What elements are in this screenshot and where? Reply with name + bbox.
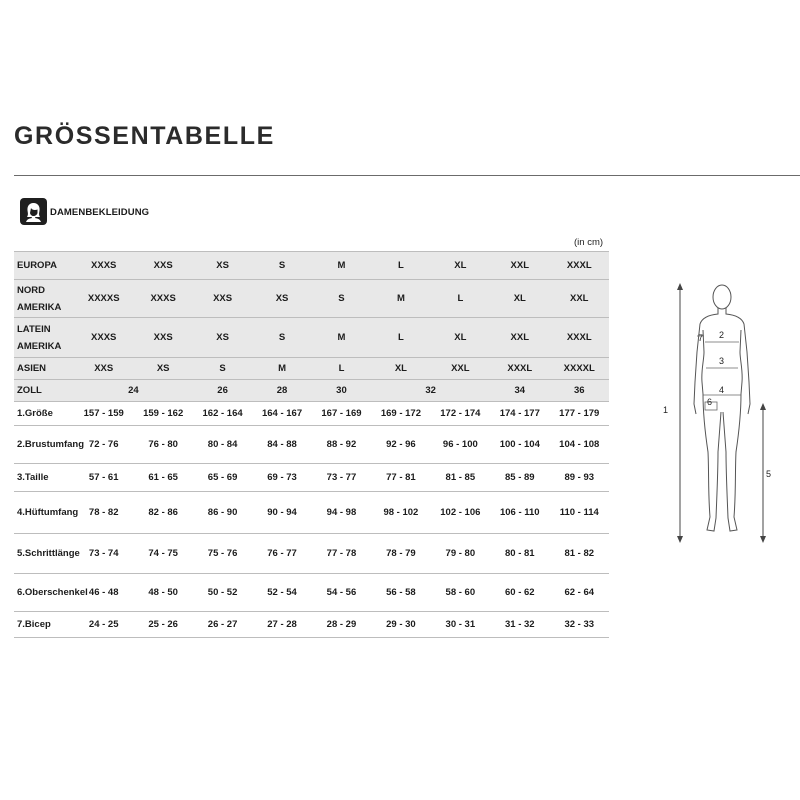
table-row <box>14 426 609 464</box>
table-row <box>14 252 609 280</box>
table-cell: XXXXL <box>550 358 610 380</box>
table-cell: XXL <box>490 252 549 280</box>
table-cell: L <box>431 280 490 318</box>
table-cell: 81 - 85 <box>431 464 490 492</box>
table-cell: XS <box>193 318 252 358</box>
female-head-icon <box>20 198 47 225</box>
table-cell: 30 <box>312 380 371 402</box>
label-hip: 4 <box>719 385 725 395</box>
table-row <box>14 280 609 318</box>
row-label: 1.Größe <box>14 402 74 426</box>
table-cell: S <box>252 318 311 358</box>
table-row <box>14 402 609 426</box>
table-cell: XXXS <box>74 318 133 358</box>
table-cell: 57 - 61 <box>74 464 133 492</box>
table-cell: 77 - 81 <box>371 464 430 492</box>
table-cell: XXXXS <box>74 280 133 318</box>
table-cell: 65 - 69 <box>193 464 252 492</box>
size-table <box>14 251 609 638</box>
table-cell: XL <box>431 318 490 358</box>
label-inseam: 5 <box>766 469 772 479</box>
row-label: 7.Bicep <box>14 612 74 638</box>
table-cell: 73 - 77 <box>312 464 371 492</box>
table-cell: 167 - 169 <box>312 402 371 426</box>
table-cell: XXXL <box>550 318 610 358</box>
table-cell: 169 - 172 <box>371 402 430 426</box>
row-label: 4.Hüftumfang <box>14 492 74 534</box>
table-cell: 50 - 52 <box>193 574 252 612</box>
table-cell: 81 - 82 <box>550 534 610 574</box>
page-title: GRÖSSENTABELLE <box>14 122 275 150</box>
table-cell: 90 - 94 <box>252 492 311 534</box>
table-cell: XS <box>252 280 311 318</box>
table-cell: 28 <box>252 380 311 402</box>
row-label: 5.Schrittlänge <box>14 534 74 574</box>
table-cell: 52 - 54 <box>252 574 311 612</box>
label-thigh: 6 <box>707 397 713 407</box>
table-cell: 73 - 74 <box>74 534 133 574</box>
table-cell: 89 - 93 <box>550 464 610 492</box>
table-cell: 32 <box>371 380 490 402</box>
table-cell: 79 - 80 <box>431 534 490 574</box>
table-cell: 48 - 50 <box>133 574 192 612</box>
table-cell: 26 - 27 <box>193 612 252 638</box>
table-cell: M <box>252 358 311 380</box>
table-cell: XXL <box>490 318 549 358</box>
table-cell: 174 - 177 <box>490 402 549 426</box>
label-chest: 2 <box>719 330 725 340</box>
table-cell: 26 <box>193 380 252 402</box>
table-cell: XS <box>133 358 192 380</box>
table-cell: XS <box>193 252 252 280</box>
row-label: NORD AMERIKA <box>14 280 74 318</box>
table-cell: 85 - 89 <box>490 464 549 492</box>
table-cell: 54 - 56 <box>312 574 371 612</box>
table-cell: 98 - 102 <box>371 492 430 534</box>
table-cell: 32 - 33 <box>550 612 610 638</box>
table-cell: 106 - 110 <box>490 492 549 534</box>
title-divider <box>14 175 800 176</box>
row-label: ZOLL <box>14 380 74 402</box>
table-cell: XXS <box>193 280 252 318</box>
table-cell: 60 - 62 <box>490 574 549 612</box>
row-label: 2.Brustumfang <box>14 426 74 464</box>
row-label: EUROPA <box>14 252 74 280</box>
table-row <box>14 318 609 358</box>
table-row <box>14 612 609 638</box>
row-label: LATEIN AMERIKA <box>14 318 74 358</box>
table-cell: 88 - 92 <box>312 426 371 464</box>
table-cell: 84 - 88 <box>252 426 311 464</box>
table-cell: 31 - 32 <box>490 612 549 638</box>
table-cell: M <box>312 318 371 358</box>
table-cell: 162 - 164 <box>193 402 252 426</box>
label-waist: 3 <box>719 356 725 366</box>
table-cell: L <box>371 252 430 280</box>
row-label: 3.Taille <box>14 464 74 492</box>
table-row <box>14 464 609 492</box>
table-cell: 96 - 100 <box>431 426 490 464</box>
table-row <box>14 492 609 534</box>
table-cell: M <box>371 280 430 318</box>
unit-note: (in cm) <box>574 237 604 248</box>
table-cell: XXS <box>133 252 192 280</box>
table-cell: L <box>371 318 430 358</box>
table-cell: 27 - 28 <box>252 612 311 638</box>
table-cell: 80 - 81 <box>490 534 549 574</box>
table-cell: 29 - 30 <box>371 612 430 638</box>
table-cell: XL <box>371 358 430 380</box>
table-cell: XXS <box>74 358 133 380</box>
row-label: ASIEN <box>14 358 74 380</box>
table-cell: XXXL <box>550 252 610 280</box>
table-cell: 78 - 79 <box>371 534 430 574</box>
table-cell: 25 - 26 <box>133 612 192 638</box>
table-cell: 157 - 159 <box>74 402 133 426</box>
table-cell: 34 <box>490 380 549 402</box>
table-cell: 82 - 86 <box>133 492 192 534</box>
table-cell: 36 <box>550 380 610 402</box>
table-cell: 56 - 58 <box>371 574 430 612</box>
label-height: 1 <box>663 405 669 415</box>
table-cell: 92 - 96 <box>371 426 430 464</box>
table-cell: S <box>312 280 371 318</box>
label-bicep: 7 <box>698 333 704 343</box>
table-cell: XXS <box>133 318 192 358</box>
body-outline <box>694 285 750 531</box>
table-cell: 61 - 65 <box>133 464 192 492</box>
table-row <box>14 380 609 402</box>
table-cell: 46 - 48 <box>74 574 133 612</box>
table-cell: L <box>312 358 371 380</box>
table-cell: 77 - 78 <box>312 534 371 574</box>
table-cell: XXXS <box>133 280 192 318</box>
section-label: DAMENBEKLEIDUNG <box>50 207 150 218</box>
height-arrow <box>677 283 683 543</box>
body-measurement-figure <box>650 272 780 547</box>
table-cell: 58 - 60 <box>431 574 490 612</box>
table-cell: XXL <box>431 358 490 380</box>
table-cell: 100 - 104 <box>490 426 549 464</box>
table-cell: 78 - 82 <box>74 492 133 534</box>
table-cell: 104 - 108 <box>550 426 610 464</box>
table-cell: 177 - 179 <box>550 402 610 426</box>
table-cell: 102 - 106 <box>431 492 490 534</box>
table-cell: 62 - 64 <box>550 574 610 612</box>
table-cell: S <box>252 252 311 280</box>
table-cell: 110 - 114 <box>550 492 610 534</box>
table-cell: 24 - 25 <box>74 612 133 638</box>
table-row <box>14 358 609 380</box>
table-cell: 72 - 76 <box>74 426 133 464</box>
table-row <box>14 534 609 574</box>
table-cell: 69 - 73 <box>252 464 311 492</box>
table-cell: 76 - 77 <box>252 534 311 574</box>
table-cell: 164 - 167 <box>252 402 311 426</box>
table-cell: M <box>312 252 371 280</box>
table-cell: XXL <box>550 280 610 318</box>
row-label: 6.Oberschenkel <box>14 574 74 612</box>
table-cell: 80 - 84 <box>193 426 252 464</box>
table-cell: 30 - 31 <box>431 612 490 638</box>
table-cell: 28 - 29 <box>312 612 371 638</box>
table-cell: 159 - 162 <box>133 402 192 426</box>
table-cell: 86 - 90 <box>193 492 252 534</box>
table-row <box>14 574 609 612</box>
table-cell: S <box>193 358 252 380</box>
table-cell: 74 - 75 <box>133 534 192 574</box>
table-cell: 172 - 174 <box>431 402 490 426</box>
table-cell: XL <box>431 252 490 280</box>
table-cell: XXXS <box>74 252 133 280</box>
table-cell: 75 - 76 <box>193 534 252 574</box>
table-cell: 94 - 98 <box>312 492 371 534</box>
table-cell: 76 - 80 <box>133 426 192 464</box>
table-cell: XL <box>490 280 549 318</box>
table-cell: XXXL <box>490 358 549 380</box>
table-cell: 24 <box>74 380 193 402</box>
